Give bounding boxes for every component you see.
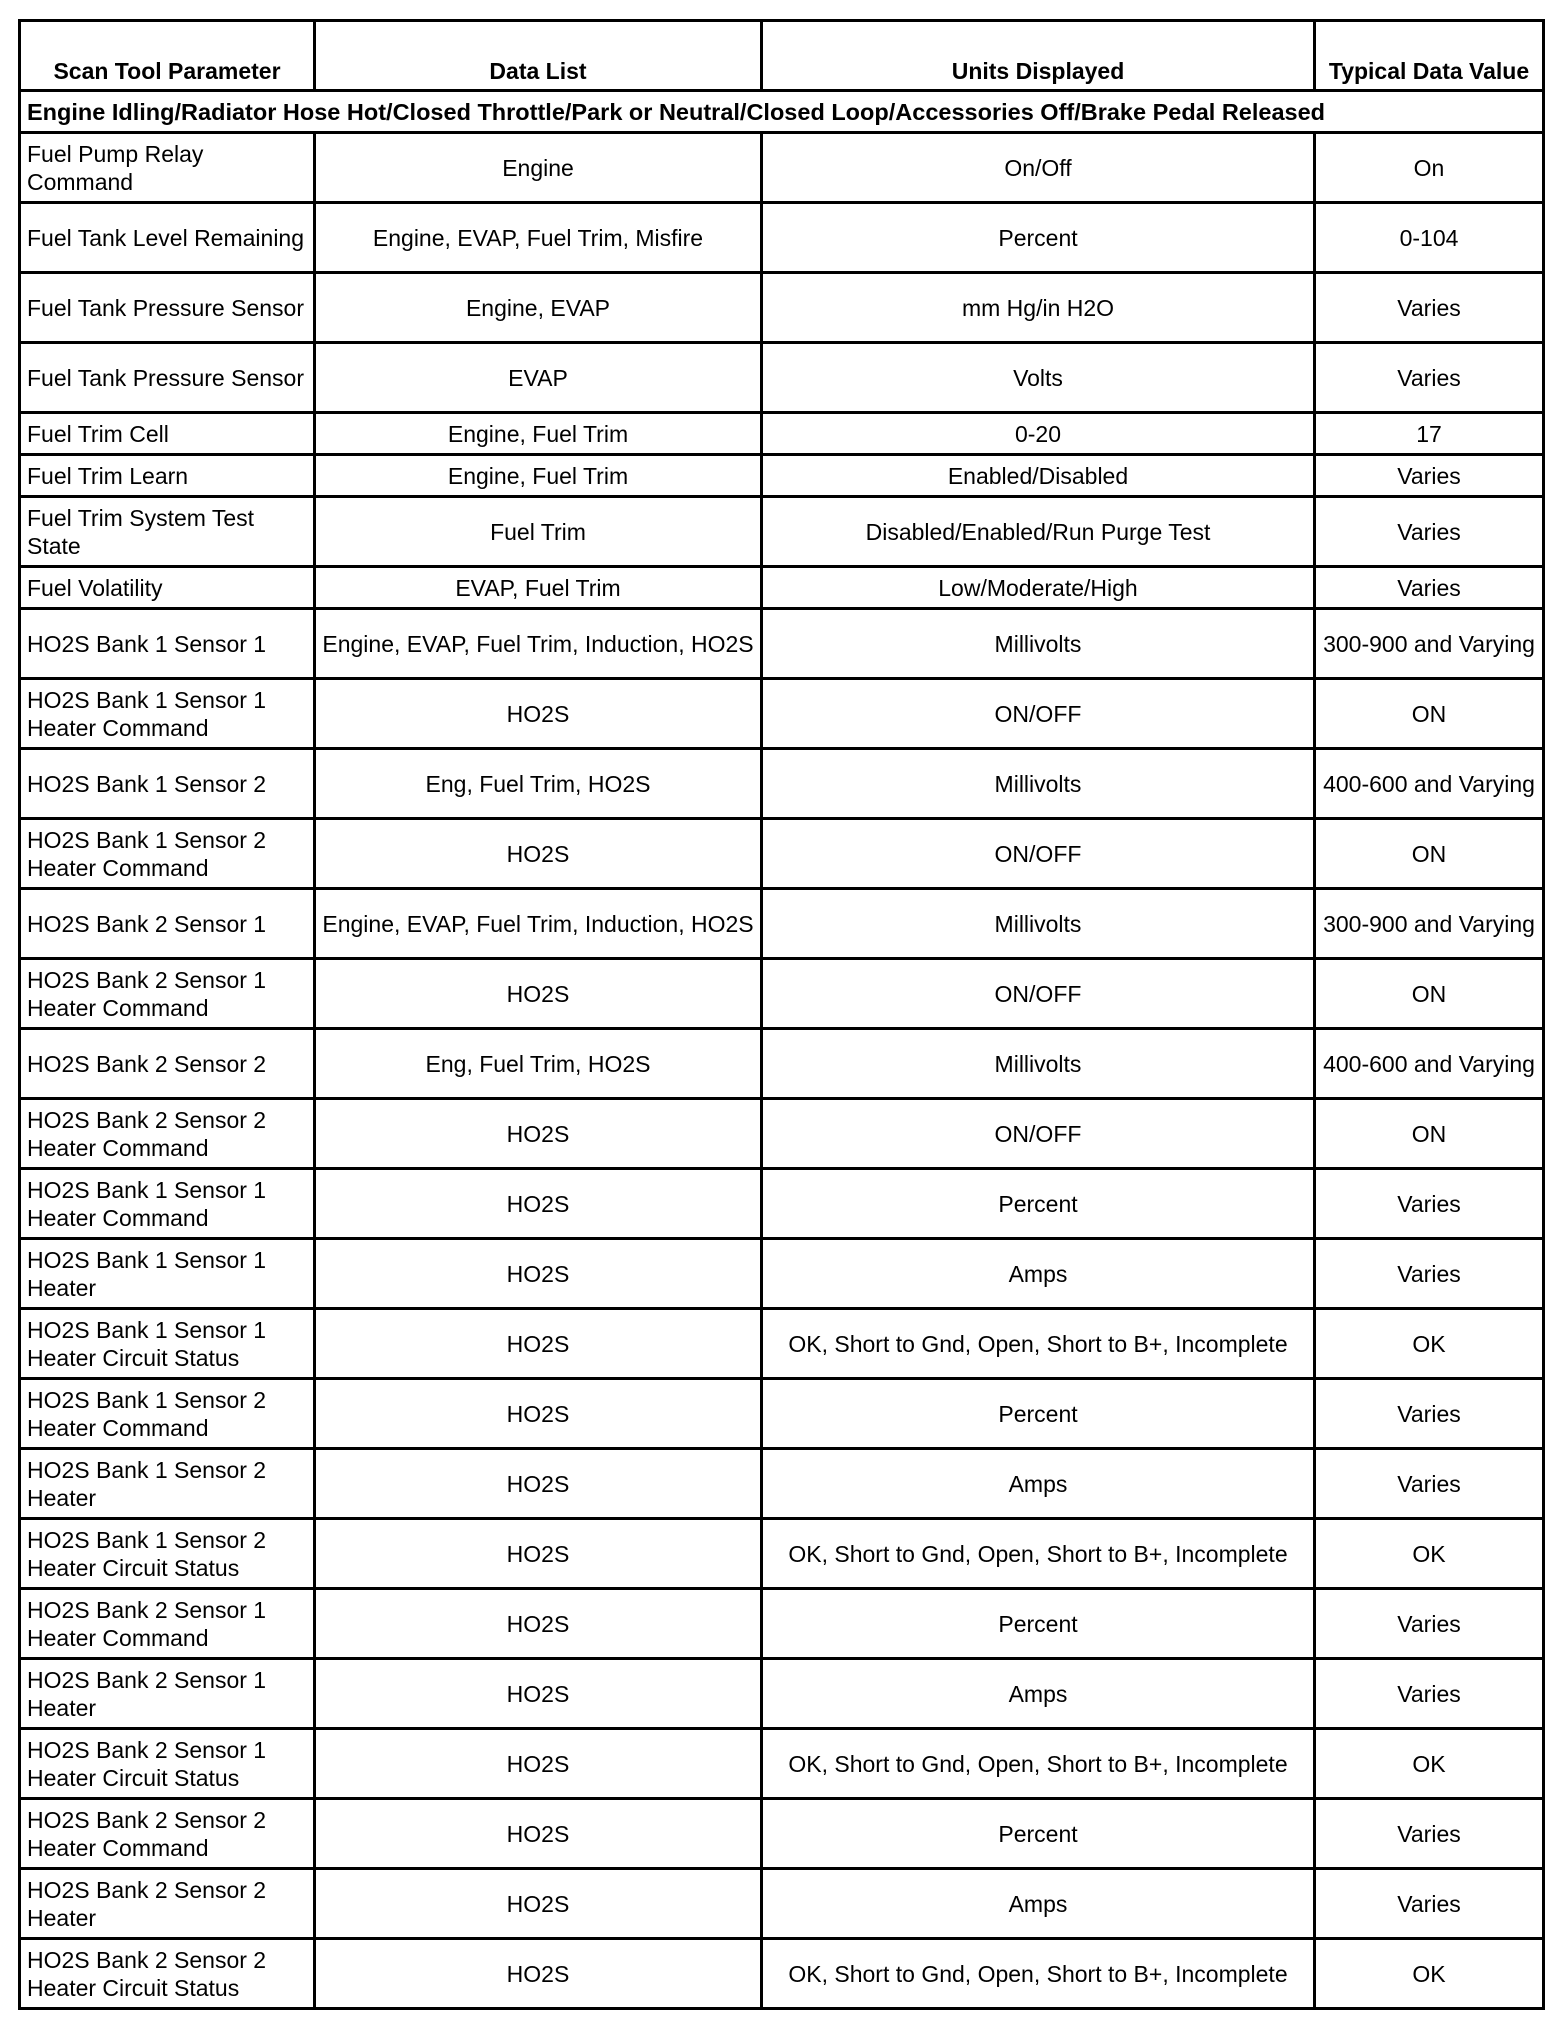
cell-data-list: HO2S xyxy=(315,1589,762,1659)
cell-typical-value: 400-600 and Varying xyxy=(1315,749,1544,819)
cell-parameter: HO2S Bank 2 Sensor 1 Heater xyxy=(20,1659,315,1729)
cell-data-list: HO2S xyxy=(315,1239,762,1309)
cell-parameter: HO2S Bank 1 Sensor 2 Heater Command xyxy=(20,1379,315,1449)
cell-data-list: EVAP, Fuel Trim xyxy=(315,567,762,609)
cell-parameter: HO2S Bank 2 Sensor 2 Heater Command xyxy=(20,1099,315,1169)
cell-data-list: Fuel Trim xyxy=(315,497,762,567)
cell-parameter: HO2S Bank 1 Sensor 1 Heater Circuit Status xyxy=(20,1309,315,1379)
table-row xyxy=(20,1589,1544,1659)
table-row xyxy=(20,1729,1544,1799)
cell-data-list: HO2S xyxy=(315,679,762,749)
cell-typical-value: Varies xyxy=(1315,1799,1544,1869)
cell-data-list: HO2S xyxy=(315,1169,762,1239)
cell-typical-value: OK xyxy=(1315,1939,1544,2009)
cell-units: Percent xyxy=(762,203,1315,273)
header-scan-tool-parameter: Scan Tool Parameter xyxy=(20,21,315,91)
cell-data-list: Engine, Fuel Trim xyxy=(315,455,762,497)
cell-units: Disabled/Enabled/Run Purge Test xyxy=(762,497,1315,567)
table-row xyxy=(20,889,1544,959)
cell-units: 0-20 xyxy=(762,413,1315,455)
cell-typical-value: Varies xyxy=(1315,273,1544,343)
cell-typical-value: Varies xyxy=(1315,1589,1544,1659)
table-row xyxy=(20,413,1544,455)
table-row xyxy=(20,1519,1544,1589)
cell-units: On/Off xyxy=(762,133,1315,203)
cell-units: mm Hg/in H2O xyxy=(762,273,1315,343)
table-row xyxy=(20,1799,1544,1869)
cell-units: Percent xyxy=(762,1799,1315,1869)
cell-typical-value: 300-900 and Varying xyxy=(1315,609,1544,679)
table-row xyxy=(20,749,1544,819)
table-row xyxy=(20,497,1544,567)
cell-units: Low/Moderate/High xyxy=(762,567,1315,609)
cell-typical-value: Varies xyxy=(1315,497,1544,567)
table-row xyxy=(20,679,1544,749)
cell-parameter: Fuel Trim Learn xyxy=(20,455,315,497)
cell-data-list: EVAP xyxy=(315,343,762,413)
table-row xyxy=(20,455,1544,497)
cell-units: OK, Short to Gnd, Open, Short to B+, Incomplete xyxy=(762,1309,1315,1379)
cell-units: Millivolts xyxy=(762,749,1315,819)
cell-parameter: Fuel Trim Cell xyxy=(20,413,315,455)
cell-data-list: HO2S xyxy=(315,1519,762,1589)
cell-data-list: HO2S xyxy=(315,1869,762,1939)
cell-units: Millivolts xyxy=(762,609,1315,679)
cell-typical-value: Varies xyxy=(1315,1869,1544,1939)
cell-typical-value: ON xyxy=(1315,1099,1544,1169)
table-row xyxy=(20,567,1544,609)
cell-data-list: Engine, EVAP, Fuel Trim, Induction, HO2S xyxy=(315,609,762,679)
cell-data-list: HO2S xyxy=(315,819,762,889)
cell-units: Amps xyxy=(762,1659,1315,1729)
table-row xyxy=(20,133,1544,203)
cell-data-list: HO2S xyxy=(315,1099,762,1169)
cell-units: Percent xyxy=(762,1379,1315,1449)
cell-typical-value: OK xyxy=(1315,1519,1544,1589)
cell-parameter: HO2S Bank 2 Sensor 2 Heater Command xyxy=(20,1799,315,1869)
cell-typical-value: Varies xyxy=(1315,343,1544,413)
scan-tool-data-table xyxy=(18,19,1545,2010)
cell-typical-value: Varies xyxy=(1315,1239,1544,1309)
cell-parameter: HO2S Bank 1 Sensor 2 xyxy=(20,749,315,819)
cell-typical-value: Varies xyxy=(1315,1659,1544,1729)
cell-parameter: Fuel Tank Pressure Sensor xyxy=(20,273,315,343)
header-data-list: Data List xyxy=(315,21,762,91)
cell-data-list: Engine xyxy=(315,133,762,203)
header-units-displayed: Units Displayed xyxy=(762,21,1315,91)
cell-typical-value: 400-600 and Varying xyxy=(1315,1029,1544,1099)
cell-units: ON/OFF xyxy=(762,1099,1315,1169)
cell-data-list: HO2S xyxy=(315,1449,762,1519)
cell-typical-value: ON xyxy=(1315,819,1544,889)
cell-typical-value: ON xyxy=(1315,959,1544,1029)
cell-data-list: Engine, EVAP xyxy=(315,273,762,343)
cell-parameter: HO2S Bank 2 Sensor 1 Heater Command xyxy=(20,959,315,1029)
cell-units: Millivolts xyxy=(762,1029,1315,1099)
table-row xyxy=(20,1659,1544,1729)
operating-condition: Engine Idling/Radiator Hose Hot/Closed Throttle/Park or Neutral/Closed Loop/Accessories Off/Brake Pedal Released xyxy=(20,91,1544,133)
table-row xyxy=(20,1449,1544,1519)
table-row xyxy=(20,609,1544,679)
cell-typical-value: Varies xyxy=(1315,1449,1544,1519)
table-row xyxy=(20,1869,1544,1939)
cell-parameter: HO2S Bank 2 Sensor 2 Heater Circuit Status xyxy=(20,1939,315,2009)
cell-typical-value: 17 xyxy=(1315,413,1544,455)
cell-units: ON/OFF xyxy=(762,819,1315,889)
cell-parameter: HO2S Bank 2 Sensor 1 Heater Circuit Status xyxy=(20,1729,315,1799)
cell-data-list: HO2S xyxy=(315,1379,762,1449)
cell-units: Amps xyxy=(762,1869,1315,1939)
table-row xyxy=(20,203,1544,273)
cell-parameter: HO2S Bank 2 Sensor 2 xyxy=(20,1029,315,1099)
cell-units: ON/OFF xyxy=(762,679,1315,749)
cell-data-list: HO2S xyxy=(315,1309,762,1379)
cell-units: ON/OFF xyxy=(762,959,1315,1029)
table-row xyxy=(20,1169,1544,1239)
table-row xyxy=(20,1099,1544,1169)
cell-parameter: Fuel Tank Level Remaining xyxy=(20,203,315,273)
table-row xyxy=(20,1939,1544,2009)
cell-typical-value: ON xyxy=(1315,679,1544,749)
cell-data-list: Engine, EVAP, Fuel Trim, Misfire xyxy=(315,203,762,273)
cell-units: Enabled/Disabled xyxy=(762,455,1315,497)
cell-units: Volts xyxy=(762,343,1315,413)
cell-data-list: Eng, Fuel Trim, HO2S xyxy=(315,1029,762,1099)
table-row xyxy=(20,1379,1544,1449)
cell-data-list: HO2S xyxy=(315,1729,762,1799)
cell-data-list: HO2S xyxy=(315,1939,762,2009)
cell-typical-value: Varies xyxy=(1315,1169,1544,1239)
cell-parameter: HO2S Bank 1 Sensor 1 xyxy=(20,609,315,679)
cell-data-list: HO2S xyxy=(315,1799,762,1869)
cell-parameter: HO2S Bank 1 Sensor 1 Heater xyxy=(20,1239,315,1309)
table-row xyxy=(20,343,1544,413)
header-typical-data-value: Typical Data Value xyxy=(1315,21,1544,91)
cell-parameter: Fuel Pump Relay Command xyxy=(20,133,315,203)
cell-typical-value: Varies xyxy=(1315,455,1544,497)
cell-typical-value: OK xyxy=(1315,1309,1544,1379)
cell-parameter: HO2S Bank 2 Sensor 2 Heater xyxy=(20,1869,315,1939)
cell-parameter: Fuel Tank Pressure Sensor xyxy=(20,343,315,413)
operating-condition-row xyxy=(20,91,1544,133)
cell-units: Millivolts xyxy=(762,889,1315,959)
cell-typical-value: OK xyxy=(1315,1729,1544,1799)
cell-parameter: Fuel Trim System Test State xyxy=(20,497,315,567)
cell-parameter: HO2S Bank 1 Sensor 2 Heater xyxy=(20,1449,315,1519)
cell-typical-value: Varies xyxy=(1315,1379,1544,1449)
table-row xyxy=(20,1309,1544,1379)
cell-data-list: HO2S xyxy=(315,959,762,1029)
cell-parameter: HO2S Bank 2 Sensor 1 xyxy=(20,889,315,959)
table-row xyxy=(20,1239,1544,1309)
cell-units: OK, Short to Gnd, Open, Short to B+, Incomplete xyxy=(762,1519,1315,1589)
cell-parameter: HO2S Bank 2 Sensor 1 Heater Command xyxy=(20,1589,315,1659)
table-row xyxy=(20,273,1544,343)
cell-units: OK, Short to Gnd, Open, Short to B+, Incomplete xyxy=(762,1939,1315,2009)
cell-parameter: HO2S Bank 1 Sensor 2 Heater Circuit Status xyxy=(20,1519,315,1589)
table-row xyxy=(20,1029,1544,1099)
cell-parameter: HO2S Bank 1 Sensor 2 Heater Command xyxy=(20,819,315,889)
cell-data-list: Engine, EVAP, Fuel Trim, Induction, HO2S xyxy=(315,889,762,959)
cell-parameter: Fuel Volatility xyxy=(20,567,315,609)
cell-units: OK, Short to Gnd, Open, Short to B+, Incomplete xyxy=(762,1729,1315,1799)
cell-units: Amps xyxy=(762,1449,1315,1519)
cell-data-list: Eng, Fuel Trim, HO2S xyxy=(315,749,762,819)
cell-units: Percent xyxy=(762,1589,1315,1659)
cell-typical-value: 0-104 xyxy=(1315,203,1544,273)
cell-data-list: HO2S xyxy=(315,1659,762,1729)
cell-parameter: HO2S Bank 1 Sensor 1 Heater Command xyxy=(20,679,315,749)
table-row xyxy=(20,959,1544,1029)
cell-typical-value: 300-900 and Varying xyxy=(1315,889,1544,959)
cell-typical-value: Varies xyxy=(1315,567,1544,609)
cell-data-list: Engine, Fuel Trim xyxy=(315,413,762,455)
scan-tool-data-sheet xyxy=(18,19,1542,2010)
cell-typical-value: On xyxy=(1315,133,1544,203)
cell-parameter: HO2S Bank 1 Sensor 1 Heater Command xyxy=(20,1169,315,1239)
cell-units: Amps xyxy=(762,1239,1315,1309)
header-row xyxy=(20,21,1544,91)
table-row xyxy=(20,819,1544,889)
cell-units: Percent xyxy=(762,1169,1315,1239)
